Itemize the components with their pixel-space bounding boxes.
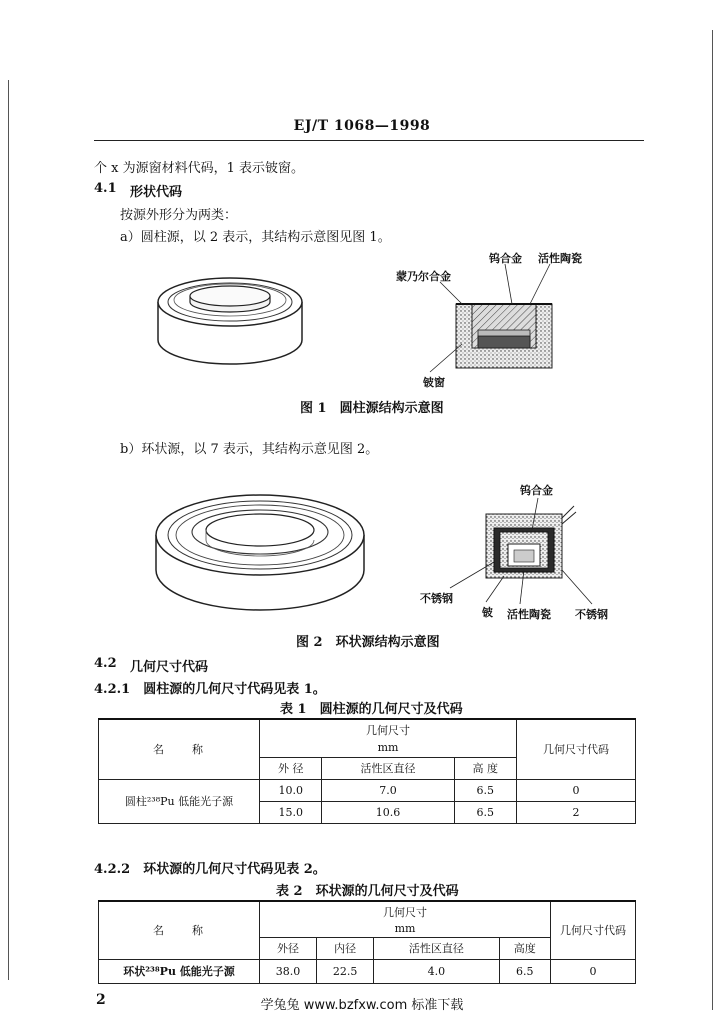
table2-header-unit: mm — [260, 921, 551, 937]
table1-cell: 6.5 — [454, 779, 517, 801]
watermark-footer: 学兔兔 www.bzfxw.com 标准下载 — [260, 998, 464, 1013]
fig2-label-beryllium: 铍 — [482, 606, 493, 619]
item-a-text: a）圆柱源，以 2 表示，其结构示意图见图 1。 — [120, 230, 391, 245]
table1-cell: 0 — [517, 779, 636, 801]
figure-1-leader-lines — [400, 258, 580, 378]
table1-cell: 15.0 — [260, 801, 322, 823]
table1-subheader-height: 高 度 — [454, 757, 517, 779]
table1-cell: 6.5 — [454, 801, 517, 823]
table2-cell: 0 — [551, 959, 636, 983]
table1-header-name: 名 称 — [99, 719, 260, 779]
fig1-label-monel: 蒙乃尔合金 — [396, 270, 451, 283]
table2-header-dimensions: 几何尺寸 — [260, 901, 551, 921]
table2-subheader-height: 高度 — [499, 937, 551, 959]
fig2-label-tungsten: 钨合金 — [520, 484, 553, 497]
right-scan-edge — [712, 30, 713, 1010]
table-1-title: 表 1 圆柱源的几何尺寸及代码 — [280, 702, 463, 717]
fig1-label-ceramic: 活性陶瓷 — [538, 252, 582, 265]
fig2-label-steel-left: 不锈钢 — [420, 592, 453, 605]
table-1 — [98, 718, 636, 824]
section-4-1-intro: 按源外形分为两类： — [120, 208, 238, 223]
figure-2-caption: 图 2 环状源结构示意图 — [296, 635, 440, 650]
section-4-2-title: 几何尺寸代码 — [130, 660, 209, 675]
figure-2-leader-lines — [420, 490, 620, 610]
table1-subheader-active-diameter: 活性区直径 — [322, 757, 454, 779]
section-4-1-title: 形状代码 — [130, 185, 183, 200]
table2-cell: 22.5 — [317, 959, 374, 983]
figure-2-ring-drawing — [150, 480, 370, 620]
table2-subheader-active-diameter: 活性区直径 — [374, 937, 499, 959]
table2-subheader-outer-diameter: 外径 — [260, 937, 317, 959]
table2-row-name: 环状²³⁸Pu 低能光子源 — [99, 959, 260, 983]
fig1-label-window: 铍窗 — [423, 376, 445, 389]
table-2 — [98, 900, 636, 984]
table2-subheader-inner-diameter: 内径 — [317, 937, 374, 959]
page-number: 2 — [96, 992, 106, 1008]
table2-cell: 6.5 — [499, 959, 551, 983]
figure-1-caption: 图 1 圆柱源结构示意图 — [300, 401, 444, 416]
window-code-sentence: 个 x 为源窗材料代码，1 表示铍窗。 — [94, 161, 304, 176]
table1-header-dimensions: 几何尺寸 — [260, 719, 517, 739]
fig2-label-ceramic: 活性陶瓷 — [507, 608, 551, 621]
table1-subheader-outer-diameter: 外 径 — [260, 757, 322, 779]
section-4-1-number: 4.1 — [94, 181, 117, 196]
item-b-text: b）环状源，以 7 表示，其结构示意见图 2。 — [120, 442, 379, 457]
table-2-title: 表 2 环状源的几何尺寸及代码 — [276, 884, 459, 899]
header-rule — [94, 140, 644, 141]
table1-row-name: 圆柱²³⁸Pu 低能光子源 — [99, 779, 260, 823]
table2-header-name: 名 称 — [99, 901, 260, 959]
table1-cell: 10.6 — [322, 801, 454, 823]
table2-cell: 38.0 — [260, 959, 317, 983]
section-4-2-1-text: 4.2.1 圆柱源的几何尺寸代码见表 1。 — [94, 682, 326, 697]
left-scan-edge — [8, 80, 9, 980]
fig1-label-tungsten: 钨合金 — [489, 252, 522, 265]
fig2-label-steel-right: 不锈钢 — [575, 608, 608, 621]
table1-cell: 10.0 — [260, 779, 322, 801]
table1-header-code: 几何尺寸代码 — [517, 719, 636, 779]
table2-cell: 4.0 — [374, 959, 499, 983]
table1-header-unit: mm — [260, 739, 517, 757]
section-4-2-2-text: 4.2.2 环状源的几何尺寸代码见表 2。 — [94, 862, 326, 877]
table1-cell: 7.0 — [322, 779, 454, 801]
table2-header-code: 几何尺寸代码 — [551, 901, 636, 959]
standard-code-header: EJ/T 1068—1998 — [293, 118, 431, 134]
figure-1-cylinder-drawing — [150, 262, 310, 372]
section-4-2-number: 4.2 — [94, 656, 117, 671]
table1-cell: 2 — [517, 801, 636, 823]
